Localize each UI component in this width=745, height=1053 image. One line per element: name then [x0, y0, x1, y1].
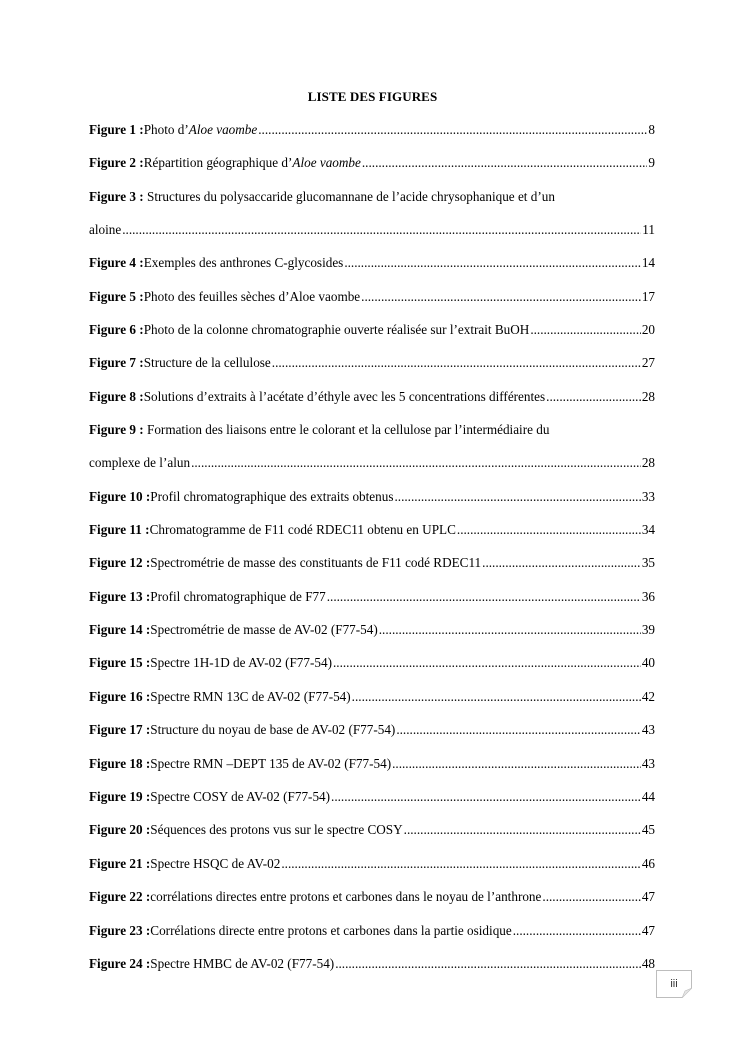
dot-leader [272, 354, 641, 372]
figure-label: Figure 5 : [89, 288, 144, 304]
figure-page-number: 42 [641, 688, 655, 704]
figure-page-number: 17 [641, 288, 655, 304]
figure-caption: Solutions d’extraits à l’acétate d’éthyle avec les 5 concentrations différentes [143, 388, 546, 404]
figure-label: Figure 21 : [89, 855, 151, 871]
dot-leader [281, 855, 640, 873]
dot-leader [396, 721, 640, 739]
figure-page-number: 47 [641, 889, 655, 905]
figure-page-number: 9 [648, 155, 655, 171]
figure-caption: Exemples des anthrones C-glycosides [143, 255, 344, 271]
dot-leader [333, 654, 641, 672]
page-title: LISTE DES FIGURES [307, 89, 438, 104]
dot-leader [362, 154, 648, 172]
figure-page-number: 33 [641, 488, 655, 504]
figure-species-name: Aloe vaombe [188, 122, 258, 137]
figure-label: Figure 9 : [89, 422, 144, 438]
figure-page-number: 11 [642, 221, 655, 237]
figure-caption: Spectre HSQC de AV-02 [150, 855, 281, 871]
dot-leader [335, 955, 641, 973]
figure-entry[interactable] [89, 121, 655, 139]
figure-caption: Photo d’ [143, 122, 189, 137]
dot-leader [392, 755, 641, 773]
figure-caption: Profil chromatographique de F77 [150, 588, 326, 604]
dot-leader [457, 521, 641, 539]
figure-page-number: 43 [641, 722, 655, 738]
page-curl-icon [682, 988, 692, 998]
figure-entry[interactable] [89, 821, 655, 839]
figure-page-number: 35 [641, 555, 655, 571]
dot-leader [482, 554, 641, 572]
dot-leader [404, 821, 641, 839]
figure-page-number: 40 [641, 655, 655, 671]
figure-page-number: 45 [641, 822, 655, 838]
figure-entry[interactable] [89, 855, 655, 873]
figure-caption: Photo de la colonne chromatographie ouverte réalisée sur l’extrait BuOH [143, 321, 530, 337]
figure-caption: Spectre RMN –DEPT 135 de AV-02 (F77-54) [150, 755, 392, 771]
figure-label: Figure 22 : [89, 889, 151, 905]
figure-page-number: 28 [641, 455, 655, 471]
dot-leader [191, 454, 641, 472]
figure-entry[interactable] [89, 321, 655, 339]
figure-page-number: 28 [641, 388, 655, 404]
figure-page-number: 48 [641, 955, 655, 971]
figure-label: Figure 14 : [89, 622, 151, 638]
dot-leader [379, 621, 641, 639]
figure-caption: Chromatogramme de F11 codé RDEC11 obtenu en UPLC [149, 521, 456, 537]
figure-label: Figure 3 : [89, 188, 144, 204]
figure-caption-line [89, 221, 655, 239]
figure-label: Figure 20 : [89, 822, 151, 838]
figure-entry[interactable] [89, 288, 655, 306]
figure-entry[interactable] [89, 421, 655, 472]
figure-entry[interactable] [89, 488, 655, 506]
figure-entry[interactable] [89, 922, 655, 940]
figure-caption-line [89, 188, 655, 206]
figure-label: Figure 7 : [89, 355, 144, 371]
figure-label: Figure 19 : [89, 789, 151, 805]
figure-entry[interactable] [89, 521, 655, 539]
figure-label: Figure 2 : [89, 155, 144, 171]
figure-entry[interactable] [89, 688, 655, 706]
figure-label: Figure 15 : [89, 655, 151, 671]
figure-entry[interactable] [89, 154, 655, 172]
figure-caption: Spectre 1H-1D de AV-02 (F77-54) [150, 655, 332, 671]
figure-entry[interactable] [89, 554, 655, 572]
figure-caption: Formation des liaisons entre le colorant et la cellulose par l’intermédiaire du [143, 422, 550, 438]
dot-leader [361, 288, 641, 306]
figure-page-number: 43 [641, 755, 655, 771]
page-number-box [656, 970, 692, 998]
figure-entry[interactable] [89, 621, 655, 639]
figure-caption: Spectre RMN 13C de AV-02 (F77-54) [150, 688, 351, 704]
figure-caption: Structure du noyau de base de AV-02 (F77-54) [150, 722, 396, 738]
figure-page-number: 47 [641, 922, 655, 938]
figure-page-number: 36 [641, 588, 655, 604]
figure-caption: Spectre COSY de AV-02 (F77-54) [150, 789, 331, 805]
figure-page-number: 44 [641, 789, 655, 805]
dot-leader [331, 788, 641, 806]
figure-label: Figure 8 : [89, 388, 144, 404]
dot-leader [394, 488, 640, 506]
figure-page-number: 46 [641, 855, 655, 871]
figure-entry[interactable] [89, 254, 655, 272]
figure-caption: Spectre HMBC de AV-02 (F77-54) [150, 955, 335, 971]
dot-leader [258, 121, 647, 139]
figure-caption: Structures du polysaccaride glucomannane de l’acide chrysophanique et d’un [143, 188, 555, 204]
dot-leader [546, 388, 641, 406]
figure-caption: Spectrométrie de masse des constituants de F11 codé RDEC11 [150, 555, 482, 571]
figure-entry[interactable] [89, 755, 655, 773]
figure-label: Figure 6 : [89, 321, 144, 337]
figure-label: Figure 4 : [89, 255, 144, 271]
figure-page-number: 27 [641, 355, 655, 371]
figure-entry[interactable] [89, 955, 655, 973]
dot-leader [513, 922, 641, 940]
figure-page-number: 39 [641, 622, 655, 638]
figure-caption: Spectrométrie de masse de AV-02 (F77-54) [150, 622, 378, 638]
figure-caption-continued: complexe de l’alun [89, 455, 191, 471]
page-number: iii [670, 978, 678, 990]
figure-caption-line [89, 421, 655, 439]
figure-caption: Profil chromatographique des extraits obtenus [150, 488, 394, 504]
dot-leader [352, 688, 641, 706]
figure-caption: Répartition géographique d’ [143, 155, 293, 171]
figure-caption: Photo des feuilles sèches d’Aloe vaombe [143, 288, 361, 304]
figure-entry[interactable] [89, 588, 655, 606]
figure-page-number: 34 [641, 521, 655, 537]
dot-leader [344, 254, 641, 272]
figure-entry[interactable] [89, 888, 655, 906]
figure-entry[interactable] [89, 721, 655, 739]
figure-caption: Structure de la cellulose [143, 355, 271, 371]
figure-label: Figure 18 : [89, 755, 151, 771]
dot-leader [327, 588, 641, 606]
figure-page-number: 14 [641, 255, 655, 271]
figure-list [89, 121, 655, 988]
figure-label: Figure 1 : [89, 122, 144, 137]
figure-label: Figure 10 : [89, 488, 151, 504]
dot-leader [530, 321, 641, 339]
figure-entry[interactable] [89, 654, 655, 672]
figure-label: Figure 17 : [89, 722, 151, 738]
figure-label: Figure 12 : [89, 555, 151, 571]
figure-page-number: 20 [641, 321, 655, 337]
dot-leader [122, 221, 641, 239]
figure-entry[interactable] [89, 788, 655, 806]
figure-label: Figure 23 : [89, 922, 151, 938]
figure-entry[interactable] [89, 354, 655, 372]
figure-label: Figure 16 : [89, 688, 151, 704]
figure-entry[interactable] [89, 388, 655, 406]
figure-label: Figure 11 : [89, 521, 150, 537]
figure-entry[interactable] [89, 188, 655, 239]
figure-caption-continued: aloine [89, 221, 122, 237]
figure-caption: Séquences des protons vus sur le spectre COSY [150, 822, 403, 838]
figure-caption-line [89, 454, 655, 472]
figure-species-name: Aloe vaombe [292, 155, 361, 171]
dot-leader [542, 888, 640, 906]
figure-page-number: 8 [648, 122, 655, 137]
figure-label: Figure 13 : [89, 588, 151, 604]
figure-caption: Corrélations directe entre protons et carbones dans la partie osidique [150, 922, 512, 938]
figure-label: Figure 24 : [89, 955, 151, 971]
figure-caption: corrélations directes entre protons et carbones dans le noyau de l’anthrone [150, 889, 542, 905]
